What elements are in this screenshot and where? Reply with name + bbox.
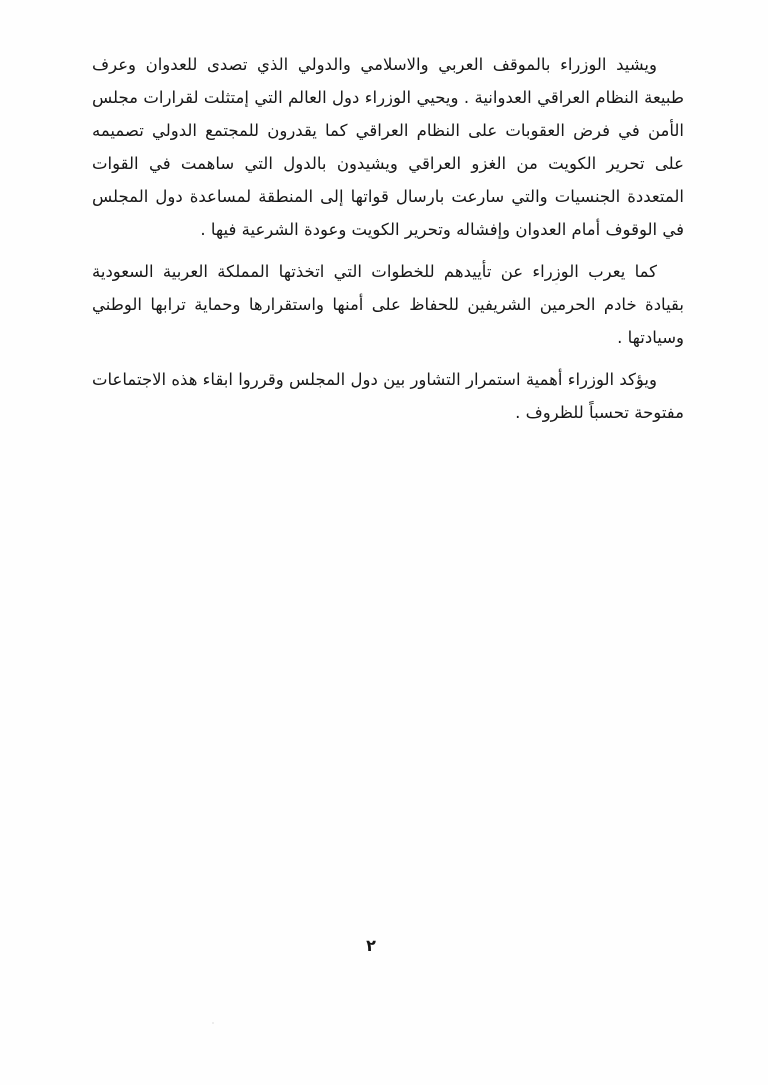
document-text-block — [92, 48, 684, 438]
scan-speck — [555, 283, 558, 285]
paragraph: ويؤكد الوزراء أهمية استمرار التشاور بين دول المجلس وقرروا ابقاء هذه الاجتماعات مفتوحة تحسباً للظروف . — [92, 370, 684, 422]
scan-speck — [212, 1022, 214, 1024]
page-number: ٢ — [366, 936, 376, 955]
paragraph: كما يعرب الوزراء عن تأييدهم للخطوات التي اتخذتها المملكة العربية السعودية بقيادة خادم الحرمين الشريفين للحفاظ على أمنها واستقرارها وحماية ترابها الوطني وسيادتها . — [92, 262, 684, 347]
paragraph: ويشيد الوزراء بالموقف العربي والاسلامي والدولي الذي تصدى للعدوان وعرف طبيعة النظام العراقي العدوانية . ويحيي الوزراء دول العالم التي إمتثلت لقرارات مجلس الأمن في فرض العقوبات على النظام العراقي كما يقدرون للمجتمع الدولي تصميمه على تحرير الكويت من الغزو العراقي ويشيدون بالدول التي ساهمت في القوات المتعددة الجنسيات والتي سارعت بارسال قواتها إلى المنطقة لمساعدة دول المجلس في الوقوف أمام العدوان وإفشاله وتحرير الكويت وعودة الشرعية فيها . — [92, 55, 684, 239]
